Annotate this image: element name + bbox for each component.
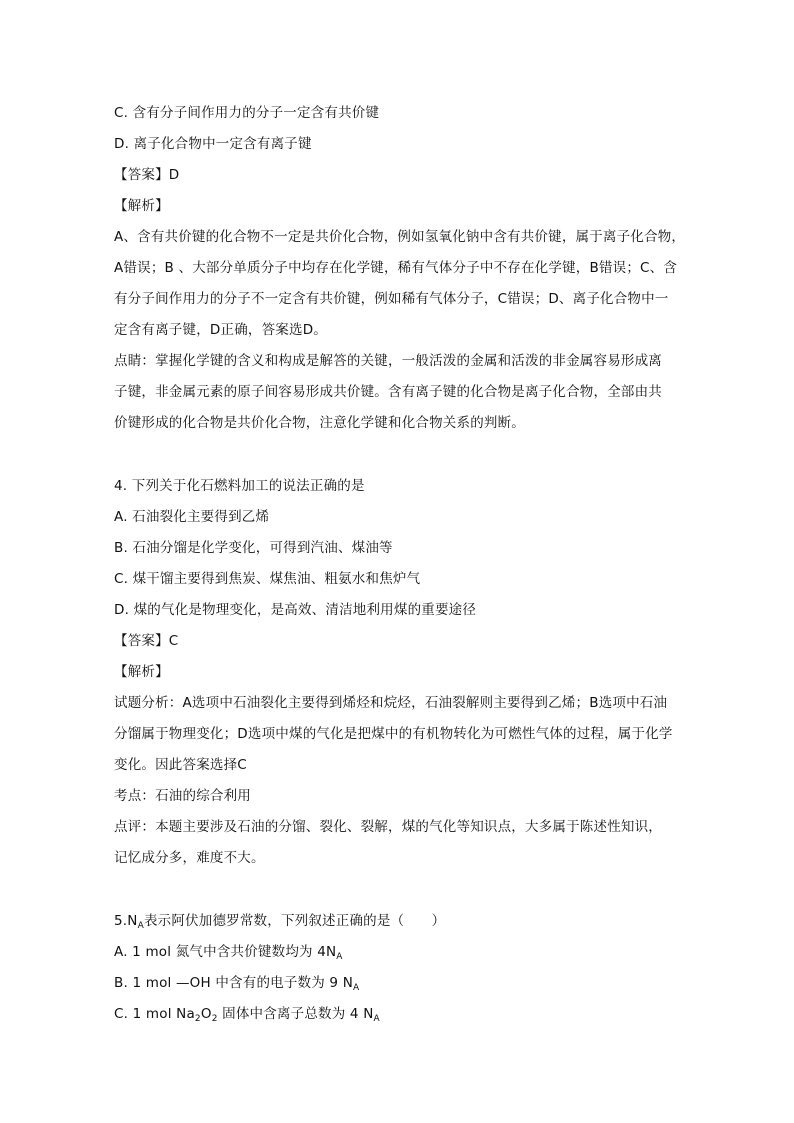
- q5-option-c-subscript-2: 2: [211, 1014, 218, 1024]
- q3-analysis-line-4: 定含有离子键，D正确，答案选D。: [114, 322, 327, 338]
- q4-analysis-line-2: 分馏属于物理变化；D选项中煤的气化是把煤中的有机物转化为可燃性气体的过程，属于化学: [114, 726, 673, 742]
- q5-option-c-subscript-1: 2: [194, 1014, 201, 1024]
- q4-comment-line-2: 记忆成分多，难度不大。: [114, 850, 265, 866]
- q5-option-a-text: A. 1 mol 氮气中含共价键数均为 4N: [114, 944, 337, 960]
- q4-stem: 4. 下列关于化石燃料加工的说法正确的是: [114, 478, 365, 494]
- q4-answer: 【答案】C: [114, 633, 179, 649]
- q4-option-c: C. 煤干馏主要得到焦炭、煤焦油、粗氨水和焦炉气: [114, 571, 421, 587]
- q3-analysis-line-3: 有分子间作用力的分子不一定含有共价键，例如稀有气体分子，C错误；D、离子化合物中一: [114, 291, 669, 307]
- q5-option-c-post: 固体中含离子总数为 4 N: [217, 1006, 374, 1022]
- q5-option-c-mid: O: [200, 1006, 212, 1022]
- q5-stem-pre: 5.N: [114, 913, 138, 929]
- q4-kaodian: 考点：石油的综合利用: [114, 788, 251, 804]
- q5-option-b: [114, 974, 359, 992]
- q4-option-a: A. 石油裂化主要得到乙烯: [114, 509, 270, 525]
- q3-analysis-line-1: A、含有共价键的化合物不一定是共价化合物，例如氢氧化钠中含有共价键，属于离子化合物，: [114, 229, 686, 245]
- q3-analysis-line-2: A错误；B 、大部分单质分子中均存在化学键，稀有气体分子中不存在化学键，B错误；C、含: [114, 260, 678, 276]
- q3-answer: 【答案】D: [114, 167, 180, 183]
- q5-option-b-subscript: A: [353, 983, 360, 993]
- q3-option-c: C. 含有分子间作用力的分子一定含有共价键: [114, 105, 380, 121]
- q5-stem-post: 表示阿伏加德罗常数，下列叙述正确的是（ ）: [143, 913, 446, 929]
- q4-option-d: D. 煤的气化是物理变化，是高效、清洁地利用煤的重要途径: [114, 602, 477, 618]
- q4-analysis-line-1: 试题分析：A选项中石油裂化主要得到烯烃和烷烃，石油裂解则主要得到乙烯；B选项中石油: [114, 695, 668, 711]
- q5-option-a-subscript: A: [336, 952, 343, 962]
- q5-option-c-text: C. 1 mol Na: [114, 1006, 195, 1022]
- q4-analysis-label: 【解析】: [114, 664, 169, 680]
- q3-tip-line-3: 价键形成的化合物是共价化合物，注意化学键和化合物关系的判断。: [114, 415, 525, 431]
- q3-tip-line-1: 点睛：掌握化学键的含义和构成是解答的关键，一般活泼的金属和活泼的非金属容易形成离: [114, 353, 662, 369]
- q4-option-b: B. 石油分馏是化学变化，可得到汽油、煤油等: [114, 540, 393, 556]
- q5-stem-subscript: A: [137, 921, 144, 931]
- q5-option-c-subscript-3: A: [373, 1014, 380, 1024]
- q3-analysis-label: 【解析】: [114, 198, 169, 214]
- q5-option-a: [114, 943, 343, 961]
- q5-stem: [114, 912, 445, 930]
- q5-option-b-text: B. 1 mol —OH 中含有的电子数为 9 N: [114, 975, 354, 991]
- q4-comment-line-1: 点评：本题主要涉及石油的分馏、裂化、裂解，煤的气化等知识点，大多属于陈述性知识，: [114, 819, 662, 835]
- q3-option-d: D. 离子化合物中一定含有离子键: [114, 136, 312, 152]
- q5-option-c: [114, 1005, 380, 1023]
- q4-analysis-line-3: 变化。因此答案选择C: [114, 757, 247, 773]
- q3-tip-line-2: 子键，非金属元素的原子间容易形成共价键。含有离子键的化合物是离子化合物，全部由共: [114, 384, 662, 400]
